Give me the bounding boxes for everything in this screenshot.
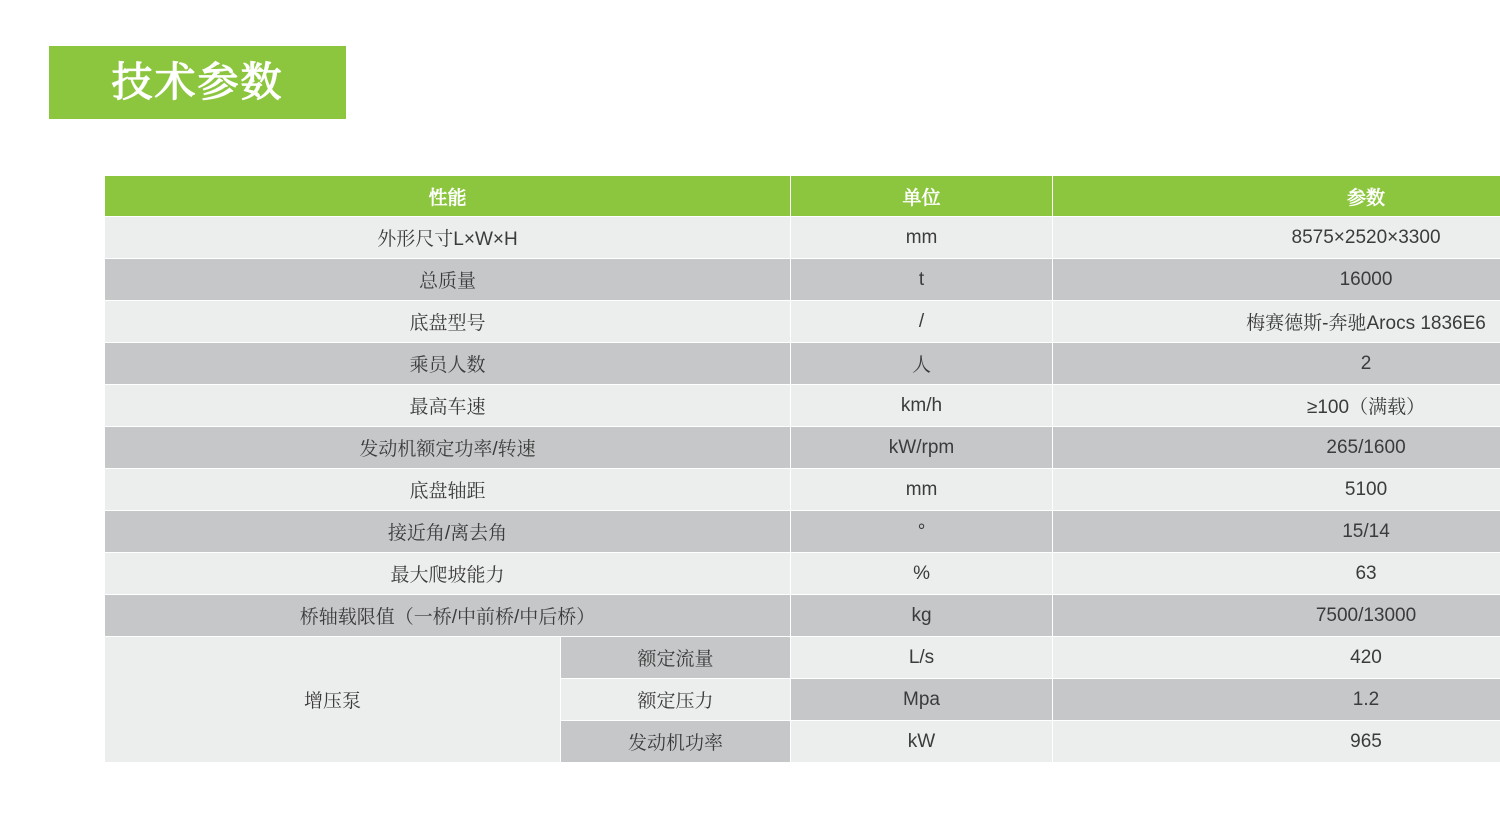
cell-unit: / xyxy=(791,301,1053,343)
table-row xyxy=(105,343,1500,385)
table-row xyxy=(105,385,1500,427)
table-row xyxy=(105,301,1500,343)
cell-unit: kW/rpm xyxy=(791,427,1053,469)
cell-unit: ° xyxy=(791,511,1053,553)
cell-performance: 发动机额定功率/转速 xyxy=(105,427,791,469)
cell-value: 2 xyxy=(1053,343,1500,385)
cell-unit: mm xyxy=(791,217,1053,259)
cell-unit: Mpa xyxy=(791,679,1053,721)
table-row-group-first xyxy=(105,637,1500,679)
table-row xyxy=(105,427,1500,469)
cell-unit: L/s xyxy=(791,637,1053,679)
cell-value: 7500/13000 xyxy=(1053,595,1500,637)
cell-value: 1.2 xyxy=(1053,679,1500,721)
table-body xyxy=(105,217,1500,763)
cell-unit: mm xyxy=(791,469,1053,511)
cell-group-label: 增压泵 xyxy=(105,637,561,763)
cell-value: 5100 xyxy=(1053,469,1500,511)
cell-value: 420 xyxy=(1053,637,1500,679)
cell-performance: 底盘型号 xyxy=(105,301,791,343)
cell-value: 15/14 xyxy=(1053,511,1500,553)
column-header-performance: 性能 xyxy=(105,176,791,217)
table-row xyxy=(105,595,1500,637)
cell-performance: 底盘轴距 xyxy=(105,469,791,511)
table-row xyxy=(105,469,1500,511)
cell-unit: km/h xyxy=(791,385,1053,427)
cell-value: 63 xyxy=(1053,553,1500,595)
technical-parameters-table xyxy=(104,175,1500,763)
cell-sub-performance: 额定压力 xyxy=(561,679,791,721)
cell-unit: kW xyxy=(791,721,1053,763)
cell-unit: 人 xyxy=(791,343,1053,385)
cell-value: 16000 xyxy=(1053,259,1500,301)
section-title-banner xyxy=(49,46,346,119)
table-row xyxy=(105,511,1500,553)
cell-value: ≥100（满载） xyxy=(1053,385,1500,427)
table-row xyxy=(105,553,1500,595)
cell-performance: 总质量 xyxy=(105,259,791,301)
cell-sub-performance: 发动机功率 xyxy=(561,721,791,763)
cell-performance: 外形尺寸L×W×H xyxy=(105,217,791,259)
table-row xyxy=(105,217,1500,259)
table-header-row xyxy=(105,176,1500,217)
cell-unit: kg xyxy=(791,595,1053,637)
cell-unit: t xyxy=(791,259,1053,301)
cell-performance: 最高车速 xyxy=(105,385,791,427)
cell-performance: 桥轴载限值（一桥/中前桥/中后桥） xyxy=(105,595,791,637)
cell-value: 965 xyxy=(1053,721,1500,763)
cell-sub-performance: 额定流量 xyxy=(561,637,791,679)
cell-value: 梅赛德斯-奔驰Arocs 1836E6 xyxy=(1053,301,1500,343)
page-title: 技术参数 xyxy=(111,59,284,105)
column-header-unit: 单位 xyxy=(791,176,1053,217)
cell-value: 265/1600 xyxy=(1053,427,1500,469)
cell-value: 8575×2520×3300 xyxy=(1053,217,1500,259)
cell-unit: % xyxy=(791,553,1053,595)
table-header xyxy=(105,176,1500,217)
cell-performance: 最大爬坡能力 xyxy=(105,553,791,595)
column-header-parameter: 参数 xyxy=(1053,176,1500,217)
cell-performance: 乘员人数 xyxy=(105,343,791,385)
table-row xyxy=(105,259,1500,301)
cell-performance: 接近角/离去角 xyxy=(105,511,791,553)
